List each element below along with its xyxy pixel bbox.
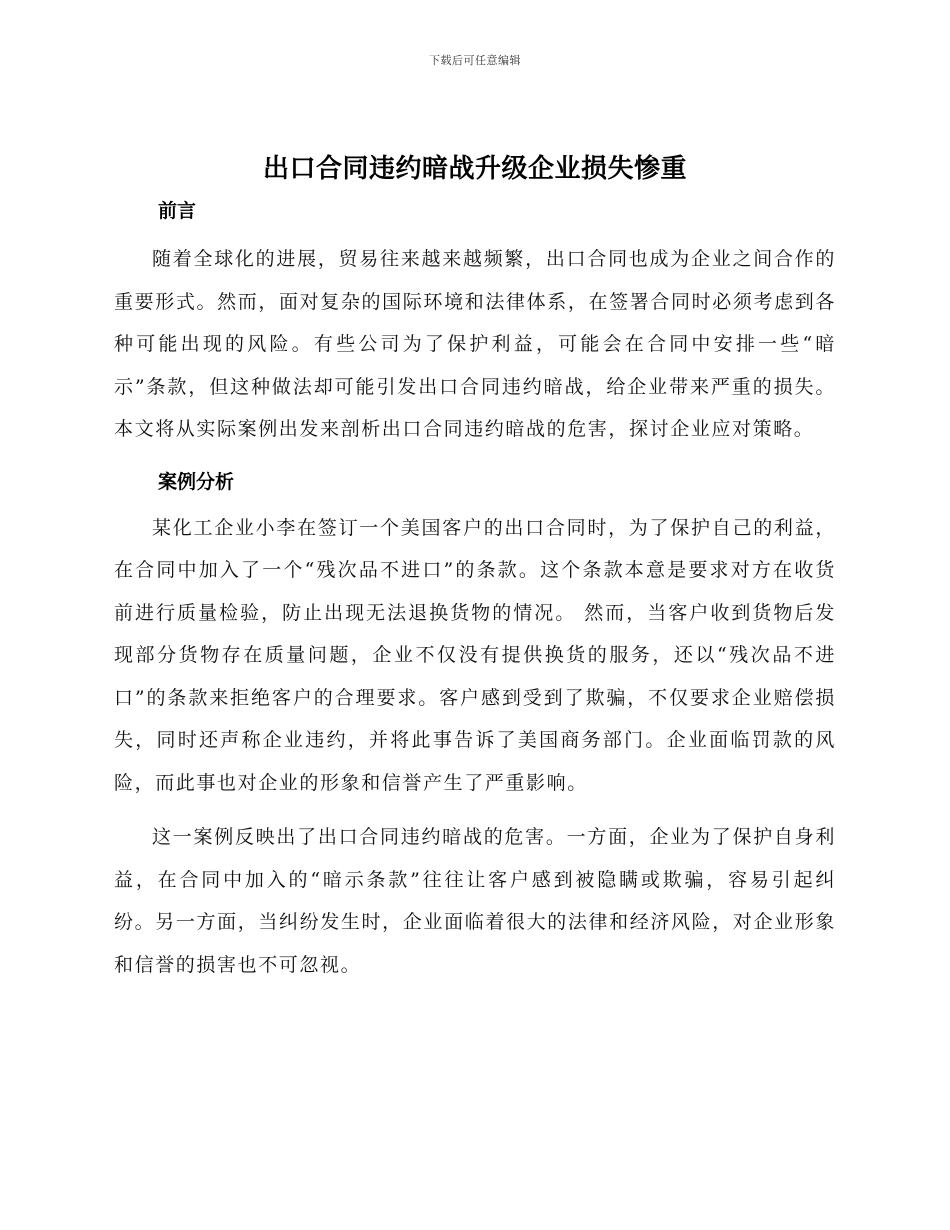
- header-note: 下载后可任意编辑: [429, 54, 521, 67]
- paragraph-preface: 随着全球化的进展，贸易往来越来越频繁，出口合同也成为企业之间合作的重要形式。然而，面对复杂的国际环境和法律体系，在签署合同时必须考虑到各种可能出现的风险。有些公司为了保护利益，可能会在合同中安排一些“暗示”条款，但这种做法却可能引发出口合同违约暗战，给企业带来严重的损失。本文将从实际案例出发来剖析出口合同违约暗战的危害，探讨企业应对策略。: [114, 248, 836, 440]
- document-title: 出口合同违约暗战升级企业损失惨重: [262, 154, 687, 184]
- section-heading-preface: 前言: [158, 200, 197, 222]
- section-heading-case-analysis: 案例分析: [158, 470, 235, 493]
- paragraph-case-reflection: 这一案例反映出了出口合同违约暗战的危害。一方面，企业为了保护自身利益，在合同中加入的“暗示条款”往往让客户感到被隐瞒或欺骗，容易引起纠纷。另一方面，当纠纷发生时，企业面临着很大的法律和经济风险，对企业形象和信誉的损害也不可忽视。: [114, 826, 836, 976]
- paragraph-case-description: 某化工企业小李在签订一个美国客户的出口合同时，为了保护自己的利益，在合同中加入了一个“残次品不进口”的条款。这个条款本意是要求对方在收货前进行质量检验，防止出现无法退换货物的情况。 然而，当客户收到货物后发现部分货物存在质量问题，企业不仅没有提供换货的服务，还以“残次品不进口”的条款来拒绝客户的合理要求。客户感到受到了欺骗，不仅要求企业赔偿损失，同时还声称企业违约，并将此事告诉了美国商务部门。企业面临罚款的风险，而此事也对企业的形象和信誉产生了严重影响。: [114, 516, 836, 794]
- document-body: [114, 196, 836, 986]
